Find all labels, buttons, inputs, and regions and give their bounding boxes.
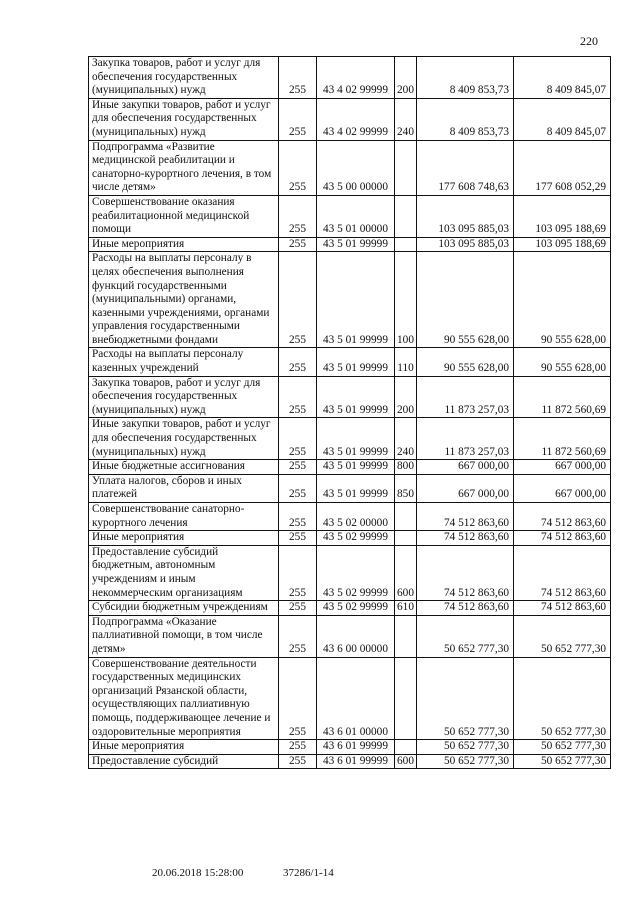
cell-amount-2: 177 608 052,29: [514, 140, 611, 195]
cell-target-article: 43 5 01 99999: [317, 237, 395, 252]
cell-amount-1: 74 512 863,60: [417, 503, 514, 531]
cell-amount-1: 11 873 257,03: [417, 376, 514, 418]
cell-amount-1: 8 409 853,73: [417, 98, 514, 140]
cell-name: Иные мероприятия: [89, 531, 279, 546]
cell-expense-type: [395, 740, 417, 755]
cell-amount-1: 8 409 853,73: [417, 57, 514, 99]
cell-target-article: 43 5 02 00000: [317, 503, 395, 531]
budget-table: [88, 56, 611, 769]
cell-amount-1: 74 512 863,60: [417, 531, 514, 546]
table-row: [89, 195, 611, 237]
cell-amount-2: 74 512 863,60: [514, 531, 611, 546]
cell-target-article: 43 5 00 00000: [317, 140, 395, 195]
cell-target-article: 43 5 01 99999: [317, 252, 395, 348]
cell-name: Уплата налогов, сборов и иных платежей: [89, 474, 279, 502]
cell-target-article: 43 5 01 99999: [317, 418, 395, 460]
cell-amount-1: 103 095 885,03: [417, 195, 514, 237]
table-row: [89, 376, 611, 418]
cell-target-article: 43 5 01 00000: [317, 195, 395, 237]
cell-amount-1: 667 000,00: [417, 474, 514, 502]
cell-name: Закупка товаров, работ и услуг для обеспечения государственных (муниципальных) нужд: [89, 57, 279, 99]
cell-amount-2: 8 409 845,07: [514, 57, 611, 99]
cell-amount-1: 11 873 257,03: [417, 418, 514, 460]
cell-expense-type: [395, 531, 417, 546]
cell-expense-type: 600: [395, 545, 417, 600]
cell-amount-2: 50 652 777,30: [514, 657, 611, 740]
cell-name: Субсидии бюджетным учреждениям: [89, 601, 279, 616]
cell-target-article: 43 6 01 00000: [317, 657, 395, 740]
cell-expense-type: [395, 195, 417, 237]
cell-amount-2: 50 652 777,30: [514, 740, 611, 755]
cell-amount-1: 667 000,00: [417, 460, 514, 475]
cell-target-article: 43 5 02 99999: [317, 531, 395, 546]
table-row: [89, 754, 611, 769]
cell-name: Предоставление субсидий: [89, 754, 279, 769]
table-row: [89, 531, 611, 546]
cell-amount-2: 90 555 628,00: [514, 252, 611, 348]
table-row: [89, 503, 611, 531]
cell-amount-2: 74 512 863,60: [514, 601, 611, 616]
cell-expense-type: 240: [395, 98, 417, 140]
table-row: [89, 545, 611, 600]
cell-grbs: 255: [279, 545, 317, 600]
table-row: [89, 740, 611, 755]
cell-name: Закупка товаров, работ и услуг для обеспечения государственных (муниципальных) нужд: [89, 376, 279, 418]
cell-expense-type: [395, 503, 417, 531]
cell-name: Иные закупки товаров, работ и услуг для обеспечения государственных (муниципальных) нужд: [89, 418, 279, 460]
cell-name: Совершенствование деятельности государственных медицинских организаций Рязанской области, осуществляющих паллиативную помощь, поддерживающее лечение и оздоровительные мероприятия: [89, 657, 279, 740]
cell-amount-2: 74 512 863,60: [514, 503, 611, 531]
cell-name: Совершенствование оказания реабилитационной медицинской помощи: [89, 195, 279, 237]
cell-name: Иные бюджетные ассигнования: [89, 460, 279, 475]
cell-target-article: 43 5 02 99999: [317, 545, 395, 600]
cell-target-article: 43 5 01 99999: [317, 474, 395, 502]
cell-grbs: 255: [279, 140, 317, 195]
cell-amount-2: 11 872 560,69: [514, 376, 611, 418]
cell-grbs: 255: [279, 418, 317, 460]
table-row: [89, 601, 611, 616]
budget-table-body: [89, 57, 611, 769]
cell-target-article: 43 5 01 99999: [317, 460, 395, 475]
table-row: [89, 140, 611, 195]
cell-target-article: 43 5 01 99999: [317, 348, 395, 376]
cell-amount-1: 74 512 863,60: [417, 545, 514, 600]
cell-amount-1: 74 512 863,60: [417, 601, 514, 616]
cell-grbs: 255: [279, 615, 317, 657]
table-row: [89, 252, 611, 348]
table-row: [89, 657, 611, 740]
cell-amount-1: 177 608 748,63: [417, 140, 514, 195]
cell-amount-1: 50 652 777,30: [417, 615, 514, 657]
cell-target-article: 43 5 02 99999: [317, 601, 395, 616]
table-row: [89, 57, 611, 99]
cell-expense-type: 850: [395, 474, 417, 502]
cell-amount-2: 8 409 845,07: [514, 98, 611, 140]
cell-amount-1: 50 652 777,30: [417, 657, 514, 740]
table-row: [89, 98, 611, 140]
cell-amount-2: 74 512 863,60: [514, 545, 611, 600]
cell-expense-type: 600: [395, 754, 417, 769]
cell-grbs: 255: [279, 460, 317, 475]
cell-amount-2: 50 652 777,30: [514, 754, 611, 769]
cell-name: Подпрограмма «Развитие медицинской реабилитации и санаторно-курортного лечения, в том числе детям»: [89, 140, 279, 195]
cell-expense-type: 100: [395, 252, 417, 348]
footer-date: 20.06.2018 15:28:00: [152, 867, 244, 879]
table-row: [89, 615, 611, 657]
cell-grbs: 255: [279, 376, 317, 418]
cell-grbs: 255: [279, 195, 317, 237]
cell-expense-type: [395, 657, 417, 740]
cell-name: Иные закупки товаров, работ и услуг для обеспечения государственных (муниципальных) нужд: [89, 98, 279, 140]
table-row: [89, 237, 611, 252]
table-row: [89, 460, 611, 475]
page-number: 220: [580, 34, 598, 48]
cell-amount-1: 103 095 885,03: [417, 237, 514, 252]
cell-grbs: 255: [279, 98, 317, 140]
table-row: [89, 474, 611, 502]
cell-grbs: 255: [279, 503, 317, 531]
cell-grbs: 255: [279, 252, 317, 348]
cell-amount-2: 50 652 777,30: [514, 615, 611, 657]
cell-name: Совершенствование санаторно-курортного лечения: [89, 503, 279, 531]
cell-expense-type: 200: [395, 57, 417, 99]
cell-amount-1: 50 652 777,30: [417, 740, 514, 755]
cell-expense-type: 200: [395, 376, 417, 418]
table-row: [89, 348, 611, 376]
cell-expense-type: 110: [395, 348, 417, 376]
cell-name: Иные мероприятия: [89, 740, 279, 755]
cell-expense-type: 240: [395, 418, 417, 460]
cell-name: Иные мероприятия: [89, 237, 279, 252]
cell-amount-2: 667 000,00: [514, 460, 611, 475]
cell-target-article: 43 6 00 00000: [317, 615, 395, 657]
cell-grbs: 255: [279, 474, 317, 502]
cell-target-article: 43 6 01 99999: [317, 754, 395, 769]
cell-name: Расходы на выплаты персоналу казенных учреждений: [89, 348, 279, 376]
cell-expense-type: 800: [395, 460, 417, 475]
cell-target-article: 43 5 01 99999: [317, 376, 395, 418]
cell-expense-type: [395, 140, 417, 195]
cell-grbs: 255: [279, 57, 317, 99]
cell-expense-type: 610: [395, 601, 417, 616]
cell-expense-type: [395, 237, 417, 252]
footer-document-code: 37286/1-14: [283, 867, 334, 879]
cell-amount-1: 90 555 628,00: [417, 252, 514, 348]
cell-grbs: 255: [279, 348, 317, 376]
cell-amount-1: 90 555 628,00: [417, 348, 514, 376]
cell-amount-2: 103 095 188,69: [514, 237, 611, 252]
cell-grbs: 255: [279, 531, 317, 546]
cell-amount-2: 90 555 628,00: [514, 348, 611, 376]
cell-amount-2: 11 872 560,69: [514, 418, 611, 460]
cell-amount-1: 50 652 777,30: [417, 754, 514, 769]
cell-target-article: 43 4 02 99999: [317, 57, 395, 99]
cell-amount-2: 103 095 188,69: [514, 195, 611, 237]
cell-expense-type: [395, 615, 417, 657]
cell-amount-2: 667 000,00: [514, 474, 611, 502]
cell-grbs: 255: [279, 237, 317, 252]
cell-name: Расходы на выплаты персоналу в целях обеспечения выполнения функций государственными (муниципальными) органами, казенными учреждениями, органами управления государственными внебюджетными фондами: [89, 252, 279, 348]
cell-target-article: 43 6 01 99999: [317, 740, 395, 755]
cell-grbs: 255: [279, 754, 317, 769]
cell-target-article: 43 4 02 99999: [317, 98, 395, 140]
cell-grbs: 255: [279, 601, 317, 616]
cell-name: Предоставление субсидий бюджетным, автономным учреждениям и иным некоммерческим организациям: [89, 545, 279, 600]
cell-grbs: 255: [279, 740, 317, 755]
table-row: [89, 418, 611, 460]
cell-name: Подпрограмма «Оказание паллиативной помощи, в том числе детям»: [89, 615, 279, 657]
cell-grbs: 255: [279, 657, 317, 740]
